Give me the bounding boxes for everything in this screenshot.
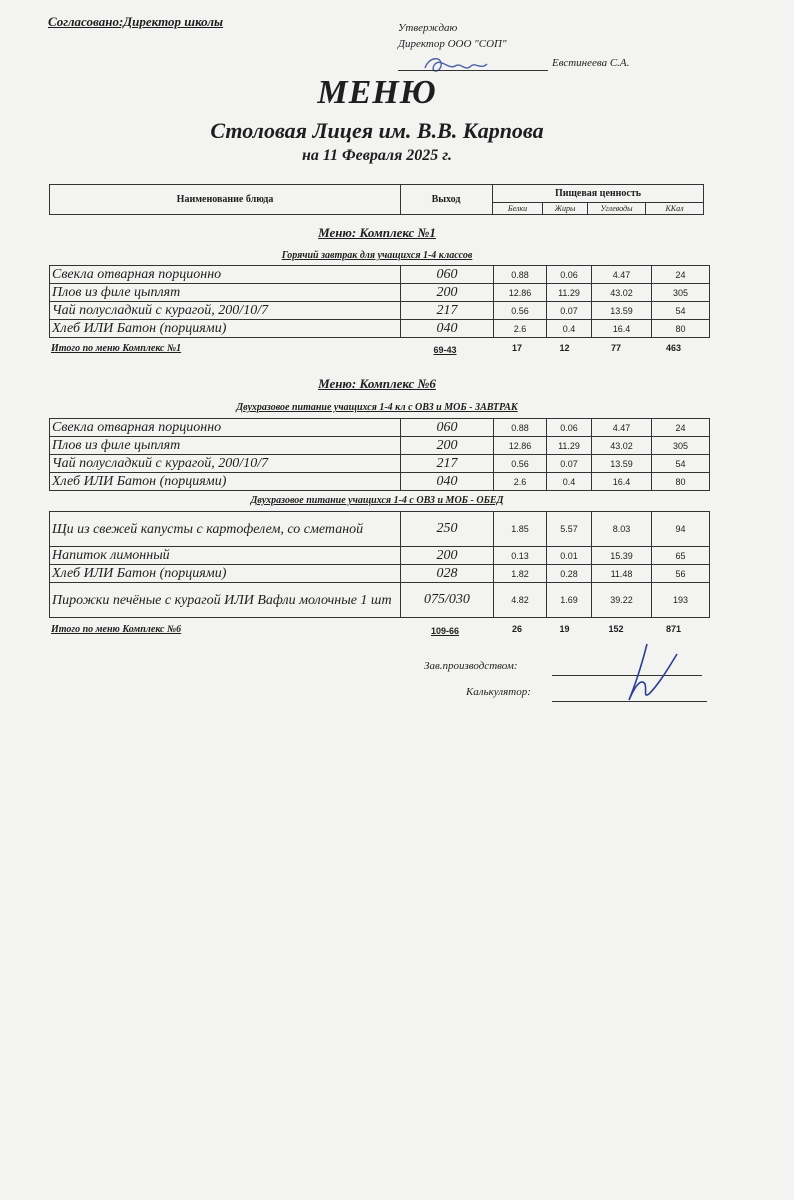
- fats-value: 0.01: [547, 547, 592, 565]
- proteins-value: 12.86: [494, 284, 547, 302]
- dish-name: Плов из филе цыплят: [50, 284, 401, 302]
- table-row: [50, 512, 710, 547]
- approve-label: Утверждаю: [398, 22, 458, 34]
- table-row: [50, 547, 710, 565]
- kcal-value: 54: [652, 455, 710, 473]
- dish-name: Чай полусладкий с курагой, 200/10/7: [50, 455, 401, 473]
- fats-value: 11.29: [547, 437, 592, 455]
- table-row: [50, 565, 710, 583]
- total-label: Итого по меню Комплекс №1: [51, 343, 182, 354]
- dish-output: 060: [401, 266, 494, 284]
- fats-value: 0.4: [547, 473, 592, 491]
- dish-output: 040: [401, 473, 494, 491]
- table-row: [50, 419, 710, 437]
- table-row: [50, 583, 710, 618]
- kcal-value: 193: [652, 583, 710, 618]
- page-title: МЕНЮ: [317, 74, 437, 111]
- total-carbs: 77: [610, 343, 621, 353]
- carbs-value: 43.02: [592, 437, 652, 455]
- table-header: [49, 184, 704, 215]
- kcal-value: 24: [652, 266, 710, 284]
- proteins-value: 0.88: [494, 266, 547, 284]
- complex6-lunch-title: Двухразовое питание учащихся 1-4 с ОВЗ и МОБ - ОБЕД: [250, 495, 504, 506]
- total-output: 69-43: [433, 345, 457, 355]
- dish-output: 200: [401, 547, 494, 565]
- complex1-group-title: Горячий завтрак для учащихся 1-4 классов: [281, 250, 473, 261]
- approval-block: [398, 20, 507, 52]
- fats-value: 11.29: [547, 284, 592, 302]
- proteins-value: 2.6: [494, 473, 547, 491]
- header-kcal: ККал: [665, 204, 684, 213]
- kcal-value: 56: [652, 565, 710, 583]
- kcal-value: 65: [652, 547, 710, 565]
- header-proteins: Белки: [493, 203, 543, 214]
- complex6-breakfast-table: [49, 418, 710, 491]
- kcal-value: 80: [652, 473, 710, 491]
- canteen-name: Столовая Лицея им. В.В. Карпова: [210, 118, 544, 143]
- proteins-value: 1.82: [494, 565, 547, 583]
- director-sign-line: [398, 70, 548, 71]
- calculator-label: Калькулятор:: [466, 686, 531, 698]
- proteins-value: 0.88: [494, 419, 547, 437]
- dish-output: 200: [401, 284, 494, 302]
- carbs-value: 13.59: [592, 455, 652, 473]
- header-nutrition-title: Пищевая ценность: [493, 185, 703, 203]
- table-row: [50, 437, 710, 455]
- kcal-value: 54: [652, 302, 710, 320]
- dish-output: 040: [401, 320, 494, 338]
- dish-output: 250: [401, 512, 494, 547]
- total-kcal: 463: [665, 343, 682, 353]
- dish-output: 060: [401, 419, 494, 437]
- carbs-value: 4.47: [592, 419, 652, 437]
- table-row: [50, 320, 710, 338]
- table-row: [50, 302, 710, 320]
- dish-output: 217: [401, 455, 494, 473]
- complex1-title: Меню: Комплекс №1: [318, 225, 436, 240]
- dish-output: 217: [401, 302, 494, 320]
- proteins-value: 2.6: [494, 320, 547, 338]
- agreed-by-label: Согласовано:Директор школы: [48, 14, 224, 29]
- proteins-value: 1.85: [494, 512, 547, 547]
- header-dish: Наименование блюда: [50, 185, 401, 214]
- fats-value: 0.28: [547, 565, 592, 583]
- fats-value: 5.57: [547, 512, 592, 547]
- header-fats: Жиры: [543, 203, 588, 214]
- fats-value: 0.06: [547, 419, 592, 437]
- dish-name: Хлеб ИЛИ Батон (порциями): [50, 473, 401, 491]
- header-nutrition: [493, 185, 703, 214]
- kcal-value: 94: [652, 512, 710, 547]
- proteins-value: 0.13: [494, 547, 547, 565]
- fats-value: 0.07: [547, 302, 592, 320]
- proteins-value: 4.82: [494, 583, 547, 618]
- carbs-value: 15.39: [592, 547, 652, 565]
- dish-name: Пирожки печёные с курагой ИЛИ Вафли молочные 1 шт: [50, 583, 401, 618]
- production-manager-label: Зав.производством:: [424, 660, 518, 672]
- proteins-value: 12.86: [494, 437, 547, 455]
- dish-name: Свекла отварная порционно: [50, 419, 401, 437]
- total-fats: 19: [559, 624, 570, 634]
- complex6-title: Меню: Комплекс №6: [318, 376, 436, 391]
- total-label: Итого по меню Комплекс №6: [51, 624, 182, 635]
- table-row: [50, 266, 710, 284]
- dish-name: Щи из свежей капусты с картофелем, со сметаной: [50, 512, 401, 547]
- carbs-value: 4.47: [592, 266, 652, 284]
- fats-value: 0.07: [547, 455, 592, 473]
- complex6-lunch-table: [49, 511, 710, 618]
- total-kcal: 871: [665, 624, 682, 634]
- carbs-value: 13.59: [592, 302, 652, 320]
- table-row: [50, 455, 710, 473]
- proteins-value: 0.56: [494, 302, 547, 320]
- total-proteins: 17: [511, 343, 522, 353]
- fats-value: 1.69: [547, 583, 592, 618]
- kcal-value: 24: [652, 419, 710, 437]
- table-row: [50, 473, 710, 491]
- carbs-value: 16.4: [592, 473, 652, 491]
- menu-date: на 11 Февраля 2025 г.: [302, 147, 452, 164]
- dish-name: Напиток лимонный: [50, 547, 401, 565]
- total-proteins: 26: [511, 624, 522, 634]
- manager-signature-icon: [615, 640, 695, 706]
- kcal-value: 80: [652, 320, 710, 338]
- proteins-value: 0.56: [494, 455, 547, 473]
- dish-output: 075/030: [401, 583, 494, 618]
- fats-value: 0.06: [547, 266, 592, 284]
- director-name: Евстинеева С.А.: [552, 57, 630, 69]
- fats-value: 0.4: [547, 320, 592, 338]
- dish-name: Хлеб ИЛИ Батон (порциями): [50, 565, 401, 583]
- table-row: [50, 284, 710, 302]
- complex6-total: [49, 624, 704, 638]
- approver-position: Директор ООО "СОП": [398, 38, 507, 50]
- kcal-value: 305: [652, 437, 710, 455]
- complex1-total: [49, 343, 704, 357]
- carbs-value: 16.4: [592, 320, 652, 338]
- dish-name: Плов из филе цыплят: [50, 437, 401, 455]
- total-fats: 12: [559, 343, 570, 353]
- dish-name: Чай полусладкий с курагой, 200/10/7: [50, 302, 401, 320]
- header-output: Выход: [400, 185, 493, 214]
- total-output: 109-66: [430, 626, 460, 636]
- carbs-value: 43.02: [592, 284, 652, 302]
- kcal-value: 305: [652, 284, 710, 302]
- carbs-value: 11.48: [592, 565, 652, 583]
- total-carbs: 152: [608, 624, 624, 634]
- complex6-breakfast-title: Двухразовое питание учащихся 1-4 кл с ОВЗ и МОБ - ЗАВТРАК: [236, 402, 518, 413]
- dish-name: Свекла отварная порционно: [50, 266, 401, 284]
- dish-name: Хлеб ИЛИ Батон (порциями): [50, 320, 401, 338]
- complex1-table: [49, 265, 710, 338]
- dish-output: 200: [401, 437, 494, 455]
- carbs-value: 39.22: [592, 583, 652, 618]
- header-carbs: Углеводы: [588, 203, 646, 214]
- carbs-value: 8.03: [592, 512, 652, 547]
- dish-output: 028: [401, 565, 494, 583]
